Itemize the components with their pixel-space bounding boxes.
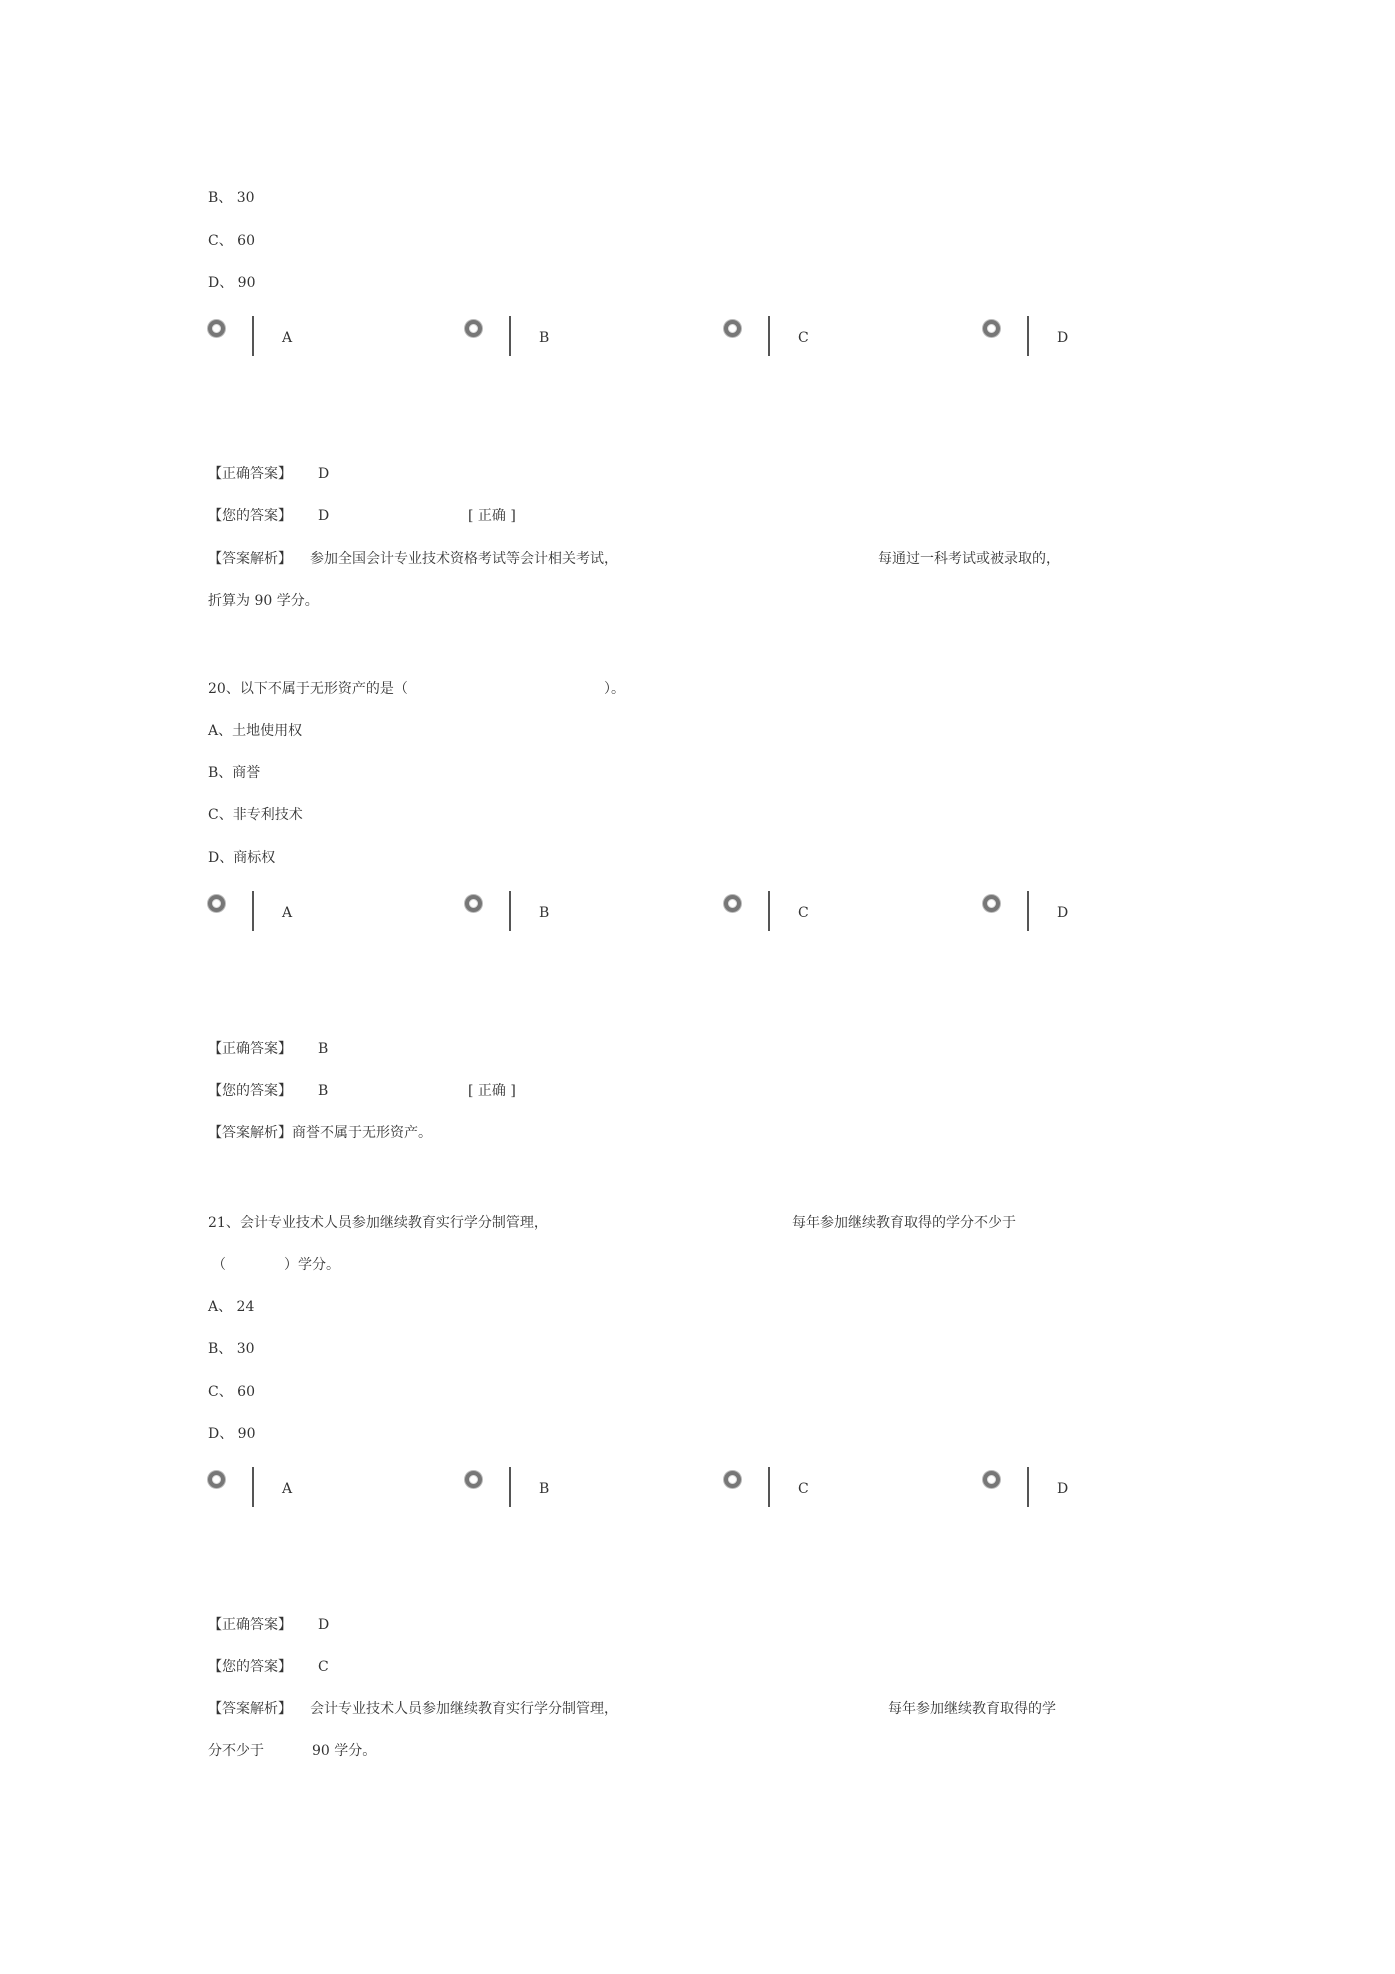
q20-stem-end: ）。 xyxy=(604,681,625,697)
q19-your-answer-label: 【您的答案】 xyxy=(208,508,292,524)
choice-label: B xyxy=(539,1481,550,1497)
radio-button-icon[interactable] xyxy=(724,320,741,337)
q20-choice-row xyxy=(208,891,1088,931)
q21-correct-answer-label: 【正确答案】 xyxy=(208,1617,292,1633)
choice-label: C xyxy=(798,905,809,921)
q19-correct-answer-value: D xyxy=(318,466,330,482)
q21-option-c: C、 60 xyxy=(208,1384,255,1400)
q21-option-a: A、 24 xyxy=(208,1299,255,1315)
q19-analysis-label: 【答案解析】 xyxy=(208,551,292,567)
q20-option-d: D、商标权 xyxy=(208,850,276,866)
radio-button-icon[interactable] xyxy=(465,1471,482,1488)
q19-analysis-text-2: 每通过一科考试或被录取的， xyxy=(878,551,1060,567)
radio-button-icon[interactable] xyxy=(208,1471,225,1488)
q21-analysis-text-1: 会计专业技术人员参加继续教育实行学分制管理， xyxy=(310,1701,618,1717)
radio-button-icon[interactable] xyxy=(208,320,225,337)
choice-label: A xyxy=(282,330,293,346)
separator xyxy=(1027,316,1029,356)
separator xyxy=(509,891,511,931)
separator xyxy=(1027,1467,1029,1507)
choice-label: A xyxy=(282,1481,293,1497)
q21-choice-row xyxy=(208,1467,1088,1507)
radio-button-icon[interactable] xyxy=(724,895,741,912)
separator xyxy=(1027,891,1029,931)
separator xyxy=(509,316,511,356)
q19-option-b: B、 30 xyxy=(208,190,255,206)
q20-option-c: C、非专利技术 xyxy=(208,807,303,823)
separator xyxy=(509,1467,511,1507)
q21-option-d: D、 90 xyxy=(208,1426,256,1442)
q21-option-b: B、 30 xyxy=(208,1341,255,1357)
choice-label: C xyxy=(798,330,809,346)
q20-stem-start: 20、以下不属于无形资产的是（ xyxy=(208,681,408,697)
q20-option-b: B、商誉 xyxy=(208,765,261,781)
choice-label: B xyxy=(539,905,550,921)
q21-correct-answer-value: D xyxy=(318,1617,330,1633)
q21-analysis-text-2: 每年参加继续教育取得的学 xyxy=(888,1701,1056,1717)
q20-correct-answer-value: B xyxy=(318,1041,329,1057)
radio-button-icon[interactable] xyxy=(983,320,1000,337)
radio-button-icon[interactable] xyxy=(465,320,482,337)
q19-option-d: D、 90 xyxy=(208,275,256,291)
q21-stem-part-2: 每年参加继续教育取得的学分不少于 xyxy=(792,1215,1016,1231)
q19-your-answer-value: D xyxy=(318,508,330,524)
choice-label: A xyxy=(282,905,293,921)
q20-option-a: A、土地使用权 xyxy=(208,723,303,739)
q21-stem-line-2-open: （ xyxy=(212,1257,226,1273)
radio-button-icon[interactable] xyxy=(724,1471,741,1488)
radio-button-icon[interactable] xyxy=(983,895,1000,912)
radio-button-icon[interactable] xyxy=(983,1471,1000,1488)
q21-stem-part-1: 21、会计专业技术人员参加继续教育实行学分制管理， xyxy=(208,1215,548,1231)
choice-label: C xyxy=(798,1481,809,1497)
q19-analysis-text-1: 参加全国会计专业技术资格考试等会计相关考试， xyxy=(310,551,618,567)
choice-label: B xyxy=(539,330,550,346)
q21-analysis-line-2a: 分不少于 xyxy=(208,1743,264,1759)
q19-option-c: C、 60 xyxy=(208,233,255,249)
choice-label: D xyxy=(1057,1481,1069,1497)
q21-analysis-label: 【答案解析】 xyxy=(208,1701,292,1717)
q21-analysis-line-2b: 90 学分。 xyxy=(312,1743,377,1759)
q21-your-answer-value: C xyxy=(318,1659,329,1675)
q20-your-answer-label: 【您的答案】 xyxy=(208,1083,292,1099)
separator xyxy=(252,891,254,931)
choice-label: D xyxy=(1057,905,1069,921)
q19-answer-result: [ 正确 ] xyxy=(468,508,516,524)
q21-stem-line-2-close: ）学分。 xyxy=(284,1257,340,1273)
separator xyxy=(768,891,770,931)
separator xyxy=(768,316,770,356)
q19-choice-row xyxy=(208,316,1088,356)
separator xyxy=(768,1467,770,1507)
choice-label: D xyxy=(1057,330,1069,346)
q20-correct-answer-label: 【正确答案】 xyxy=(208,1041,292,1057)
q20-your-answer-value: B xyxy=(318,1083,329,1099)
q19-analysis-line-2: 折算为 90 学分。 xyxy=(208,593,319,609)
q21-your-answer-label: 【您的答案】 xyxy=(208,1659,292,1675)
radio-button-icon[interactable] xyxy=(208,895,225,912)
separator xyxy=(252,1467,254,1507)
q20-analysis: 【答案解析】商誉不属于无形资产。 xyxy=(208,1125,432,1141)
separator xyxy=(252,316,254,356)
q20-answer-result: [ 正确 ] xyxy=(468,1083,516,1099)
q19-correct-answer-label: 【正确答案】 xyxy=(208,466,292,482)
radio-button-icon[interactable] xyxy=(465,895,482,912)
